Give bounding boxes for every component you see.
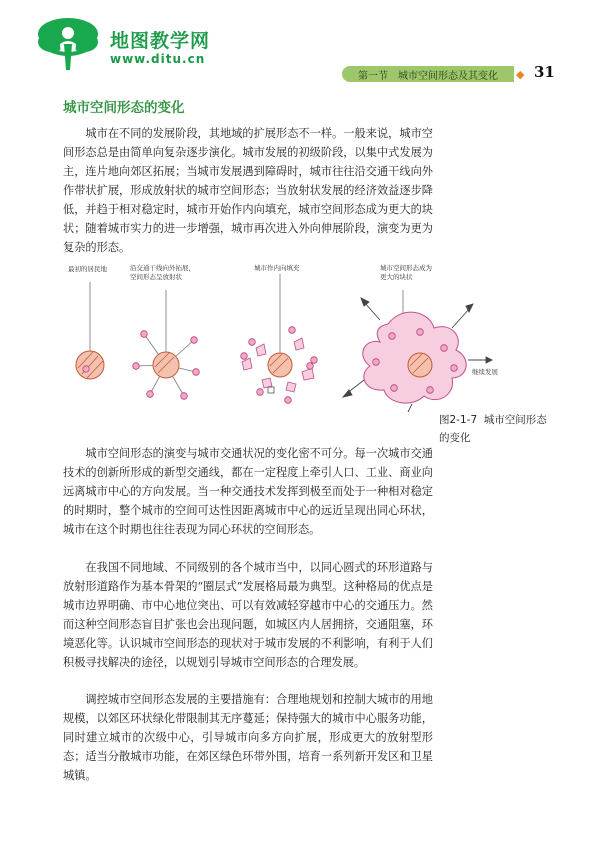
urban-form-diagram [58,262,518,412]
page-number: 31 [534,63,555,81]
label-continued-development: 继续发展 [472,368,498,376]
label-inward-infill: 城市作内向填充 [254,264,300,272]
diamond-icon: ◆ [516,68,525,81]
label-radial-1: 沿交通干线向外拓展， [130,264,195,272]
tree-logo-icon [30,14,106,74]
label-radial-2: 空间形态呈放射状 [130,273,182,281]
paragraph-1: 城市在不同的发展阶段，其地域的扩展形态不一样。一般来说，城市空间形态总是由简单向复杂逐步演化。城市发展的初级阶段，以集中式发展为主，连片地向郊区拓展；当城市发展遇到障碍时，城市往往沿交通干线向外作带状扩展，形成放射状的城市空间形态；当放射状发展的经济效益逐步降低，并趋于相对稳定时，城市开始作内向填充，城市空间形态成为更大的块状；随着城市实力的进一步增强，城市再次进入外向伸展阶段，演变为更为复杂的形态。 [63,127,433,254]
stage-3-inward-infill [241,263,318,403]
stage-1-initial-settlement [68,264,108,379]
section-title: 城市空间形态的变化 [63,100,185,116]
label-larger-block-2: 更大的块状 [380,273,413,281]
label-larger-block-1: 城市空间形态成为 [380,264,432,272]
paragraph-4: 调控城市空间形态发展的主要措施有：合理地规划和控制大城市的用地规模，以郊区环状绿化带限制其无序蔓延；保持强大的城市中心服务功能，同时建立城市的次级中心，引导城市向多方向扩展，形成更大的放射型形态；适当分散城市功能，在郊区绿色环带外围，培育一系列新开发区和卫星城镇。 [63,693,433,782]
logo-url: www.ditu.cn [110,52,206,66]
figure-title: 城市空间形态的变化 [439,414,547,444]
paragraph-3: 在我国不同地域、不同级别的各个城市当中，以同心圆式的环形道路与放射形道路作为基本骨架的“圈层式”发展格局最为典型。这种格局的优点是城市边界明确、市中心地位突出、可以有效减轻穿越市中心的交通压力。然而这种空间形态盲目扩张也会出现问题，如城区内人居拥挤，交通阻塞，环境恶化等。认识城市空间形态的现状对于城市发展的不利影响，有利于人们积极寻找解决的途径，以规划引导城市空间形态的合理发展。 [63,561,433,669]
running-header [342,66,514,82]
figure-caption [439,411,549,447]
stage-2-radial-expansion [130,263,199,399]
figure-number: 图2-1-7 [439,414,478,426]
label-initial-settlement: 最初的居民地 [68,265,107,273]
paragraph-2: 城市空间形态的演变与城市交通状况的变化密不可分。每一次城市交通技术的创新所形成的新型交通线，都在一定程度上牵引人口、工业、商业向远离城市中心的方向发展。当一种交通技术发挥到极至而处于一种相对稳定的时期时，整个城市的空间可达性因距离城市中心的远近呈现出同心环状，城市在这个时期也往往表现为同心环状的空间形态。 [63,447,433,536]
settlement-node [83,366,89,372]
city-center [268,353,292,377]
stage-4-larger-block [343,263,499,412]
header-section: 第一节 [358,70,388,82]
logo-name: 地图教学网 [110,30,211,52]
header-chapter: 城市空间形态及其变化 [398,70,498,82]
city-center [408,353,432,377]
site-logo [30,14,230,76]
